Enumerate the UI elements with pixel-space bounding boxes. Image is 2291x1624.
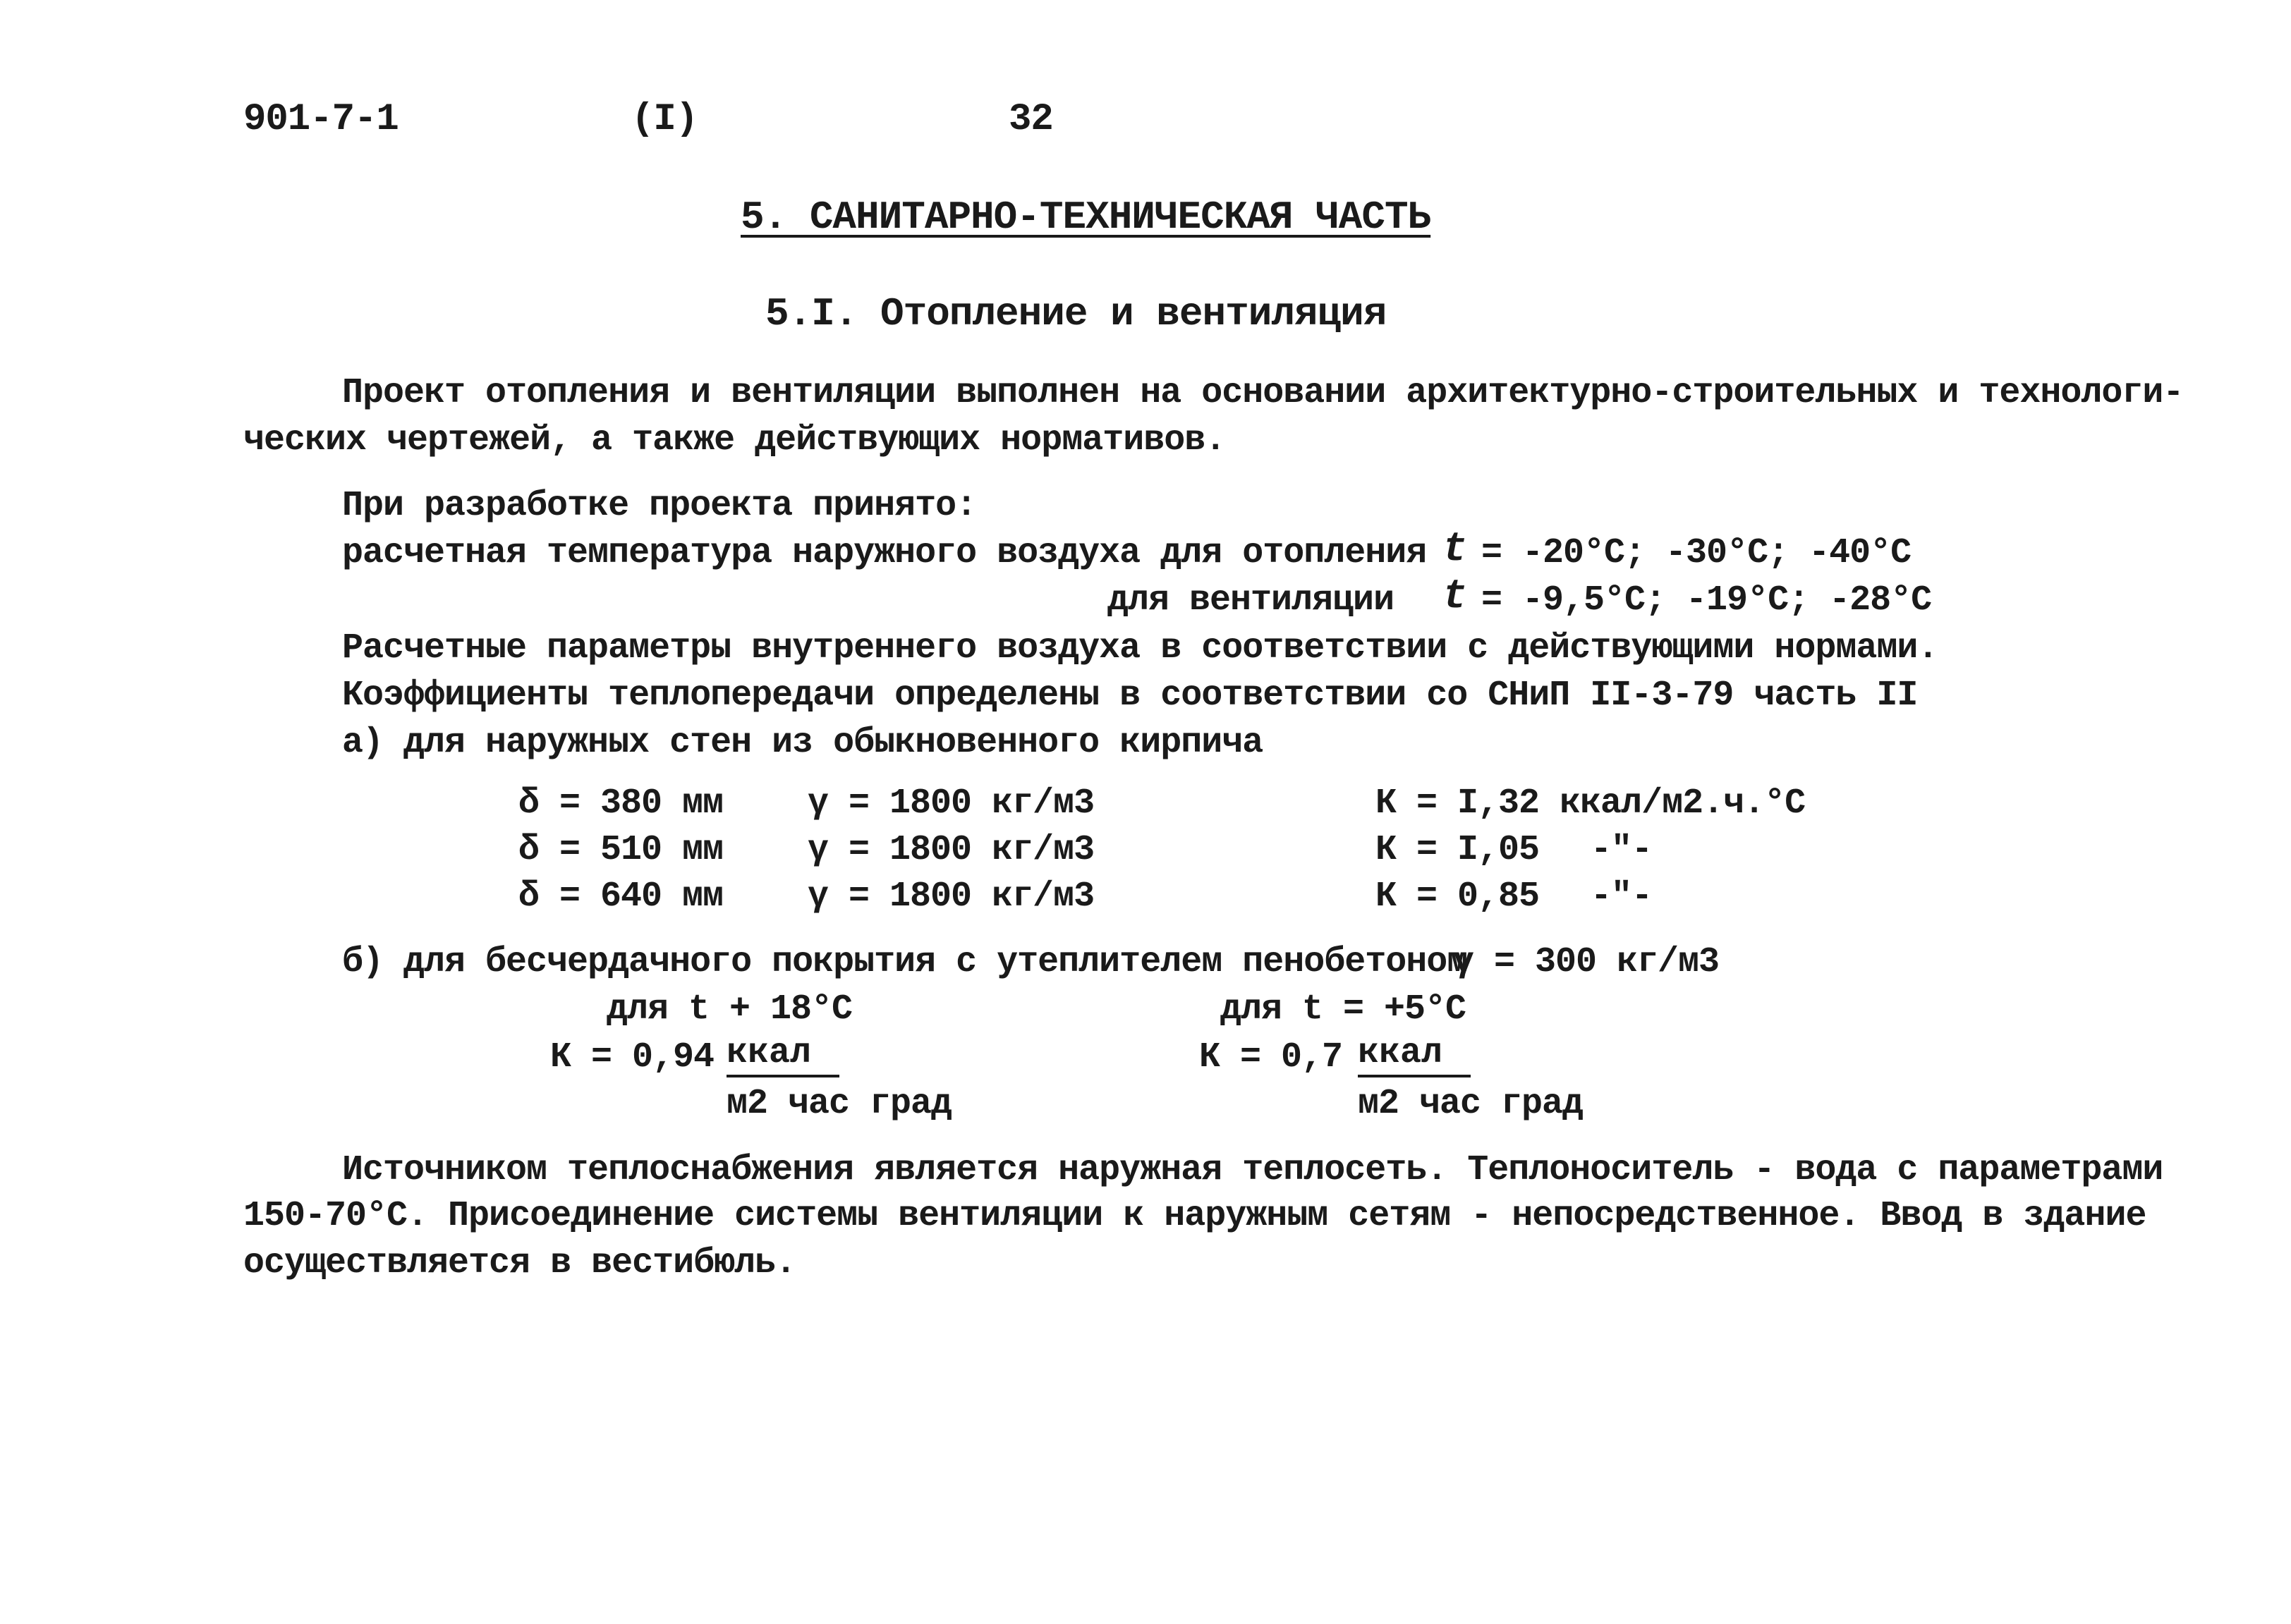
accepted-label: При разработке проекта принято: (342, 486, 977, 526)
roof-case2-k: К = 0,7 (1199, 1037, 1343, 1077)
intro-line-2: ческих чертежей, а также действующих нормативов. (243, 420, 1226, 460)
wall-k-640-ditto: -"- (1591, 877, 1653, 917)
roof-case1-k: К = 0,94 (550, 1037, 715, 1077)
roof-case2-condition: для t = +5°C (1220, 989, 1466, 1030)
supply-line-3: осуществляется в вестибюль. (243, 1243, 796, 1283)
roof-density: γ = 300 кг/м3 (1453, 942, 1720, 982)
section-title-text: 5. САНИТАРНО-ТЕХНИЧЕСКАЯ ЧАСТЬ (741, 195, 1431, 240)
intro-line-1: Проект отопления и вентиляции выполнен на основании архитектурно-строительных и технологи- (342, 373, 2184, 413)
roof-case1-condition: для t + 18°C (607, 989, 853, 1030)
document-code: 901-7-1 (243, 98, 399, 141)
wall-thickness-380: δ = 380 мм (518, 783, 724, 824)
wall-thickness-640: δ = 640 мм (518, 877, 724, 917)
roof-case1-denominator: м2 час град (727, 1084, 952, 1124)
sheet-part: (I) (631, 98, 698, 141)
section-title (741, 196, 1430, 238)
walls-label: а) для наружных стен из обыкновенного кирпича (342, 723, 1263, 763)
wall-k-510-ditto: -"- (1591, 830, 1653, 870)
wall-thickness-510: δ = 510 мм (518, 830, 724, 870)
subsection-title: 5.I. Отопление и вентиляция (765, 291, 1387, 336)
wall-density-640: γ = 1800 кг/м3 (808, 877, 1095, 917)
roof-label: б) для бесчердачного покрытия с утеплителем пенобетоном (342, 942, 1468, 982)
roof-case2-denominator: м2 час град (1358, 1084, 1584, 1124)
supply-line-1: Источником теплоснабжения является наружная теплосеть. Теплоноситель - вода с параметрами (342, 1150, 2163, 1190)
ventilation-label: для вентиляции (1107, 580, 1394, 621)
ventilation-temp-symbol: t (1442, 574, 1466, 620)
wall-k-380: К = I,32 ккал/м2.ч.°C (1375, 783, 1806, 824)
heating-temp-values: = -20°C; -30°C; -40°C (1481, 533, 1912, 573)
wall-density-510: γ = 1800 кг/м3 (808, 830, 1095, 870)
inner-air-params: Расчетные параметры внутреннего воздуха в соответствии с действующими нормами. (342, 628, 1938, 668)
wall-k-510: К = I,05 (1375, 830, 1540, 870)
outdoor-temp-label: расчетная температура наружного воздуха для отопления (342, 533, 1427, 573)
ventilation-temp-values: = -9,5°C; -19°C; -28°C (1481, 580, 1932, 621)
wall-k-640: К = 0,85 (1375, 877, 1540, 917)
heat-transfer-coefficients: Коэффициенты теплопередачи определены в соответствии со СНиП II-3-79 часть II (342, 676, 1918, 716)
heating-temp-symbol: t (1442, 527, 1466, 573)
page-number: 32 (1009, 98, 1053, 141)
roof-case2-numerator: ккал (1358, 1032, 1471, 1077)
wall-density-380: γ = 1800 кг/м3 (808, 783, 1095, 824)
supply-line-2: 150-70°С. Присоединение системы вентиляции к наружным сетям - непосредственное. Ввод в здание (243, 1196, 2146, 1236)
roof-case1-numerator: ккал (727, 1032, 839, 1077)
